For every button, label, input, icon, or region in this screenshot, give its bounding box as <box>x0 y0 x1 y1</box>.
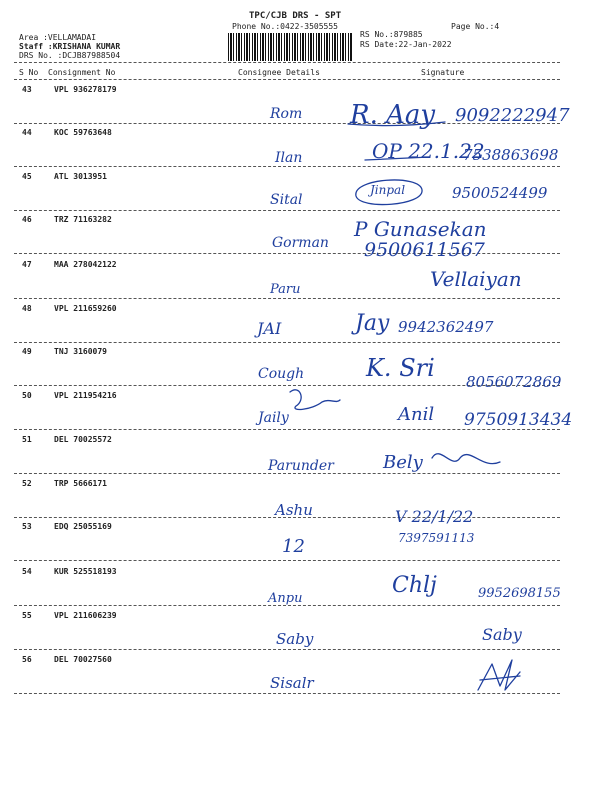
drs-number: DRS No. :DCJB87988504 <box>19 51 121 60</box>
row-sno: 51 <box>22 435 32 444</box>
row-sno: 46 <box>22 215 32 224</box>
signature: Vellaiyan <box>430 267 522 291</box>
row-consignment: MAA 278042122 <box>54 260 117 269</box>
row-consignment: VPL 936278179 <box>54 85 117 94</box>
row-consignment: EDQ 25055169 <box>54 522 112 531</box>
row-consignment: KUR 525518193 <box>54 567 117 576</box>
phone-number: 7397591113 <box>398 531 475 545</box>
row-sno: 48 <box>22 304 32 313</box>
phone-number: 9500524499 <box>452 184 548 202</box>
signature-tail <box>432 454 500 464</box>
consignee-name: Parunder <box>268 458 334 474</box>
row-consignment: KOC 59763648 <box>54 128 112 137</box>
row-sno: 54 <box>22 567 32 576</box>
row-sno: 44 <box>22 128 32 137</box>
consignee-name: Saby <box>276 630 314 648</box>
row-sno: 55 <box>22 611 32 620</box>
row-consignment: VPL 211954216 <box>54 391 117 400</box>
col-header-consignee: Consignee Details <box>238 68 320 77</box>
row-consignment: VPL 211659260 <box>54 304 117 313</box>
row-sno: 56 <box>22 655 32 664</box>
phone-number: 9952698155 <box>478 586 561 601</box>
row-consignment: TNJ 3160079 <box>54 347 107 356</box>
row-consignment: TRP 5666171 <box>54 479 107 488</box>
phone-number: 9942362497 <box>398 318 494 336</box>
row-consignment: DEL 70025572 <box>54 435 112 444</box>
signature: P Gunasekan <box>354 217 487 241</box>
consignee-name: Jaily <box>258 410 289 426</box>
consignee-scribble <box>290 390 340 410</box>
row-consignment: ATL 3013951 <box>54 172 107 181</box>
row-sno: 43 <box>22 85 32 94</box>
phone-number: 9750913434 <box>464 410 573 430</box>
signature: Anil <box>398 404 435 425</box>
row-sno: 53 <box>22 522 32 531</box>
row-sno: 47 <box>22 260 32 269</box>
consignee-name: Anpu <box>268 591 303 606</box>
signature: V 22/1/22 <box>395 507 474 526</box>
consignee-name: Gorman <box>272 235 329 251</box>
consignee-name: Cough <box>258 366 305 382</box>
phone-number: Phone No.:0422-3505555 <box>232 22 338 31</box>
signature: Bely <box>383 452 423 473</box>
consignee-name: Rom <box>270 106 303 122</box>
rs-date: RS Date:22-Jan-2022 <box>360 40 452 49</box>
row-consignment: TRZ 71163282 <box>54 215 112 224</box>
staff: Staff :KRISHANA KUMAR <box>19 42 121 51</box>
signature: K. Sri <box>366 354 435 382</box>
row-sno: 49 <box>22 347 32 356</box>
phone-number: 8056072869 <box>466 373 562 391</box>
row-sno: 52 <box>22 479 32 488</box>
rs-number: RS No.:879885 <box>360 30 423 39</box>
col-header-sno: S No <box>19 68 39 77</box>
col-header-signature: Signature <box>421 68 465 77</box>
consignee-name: Ilan <box>275 150 303 166</box>
signature: OP 22.1.22 <box>372 139 485 163</box>
consignee-name: Ashu <box>275 501 313 519</box>
row-consignment: VPL 211606239 <box>54 611 117 620</box>
report-title: TPC/CJB DRS - SPT <box>249 11 342 21</box>
consignee-name: JAI <box>257 319 282 338</box>
phone-number: 9500611567 <box>364 239 485 261</box>
signature: Saby <box>482 625 522 644</box>
phone-number: 7538863698 <box>463 146 559 164</box>
phone-number: 9092222947 <box>455 105 570 126</box>
row-sno: 45 <box>22 172 32 181</box>
col-header-consignment: Consignment No <box>48 68 116 77</box>
consignee-name: Sisalr <box>270 674 314 692</box>
consignee-name: Sital <box>270 192 303 208</box>
page-number: Page No.:4 <box>451 22 500 31</box>
consignee-name: Paru <box>270 282 301 297</box>
signature: Jinpal <box>370 183 406 197</box>
row-consignment: DEL 70027560 <box>54 655 112 664</box>
row-sno: 50 <box>22 391 32 400</box>
signature: R. Aay <box>350 100 436 130</box>
signature: Chlj <box>392 573 437 598</box>
area: Area :VELLAMADAI <box>19 33 97 42</box>
signature-scrawl <box>478 660 520 690</box>
signature: Jay <box>355 311 390 336</box>
consignee-name: 12 <box>282 536 305 557</box>
